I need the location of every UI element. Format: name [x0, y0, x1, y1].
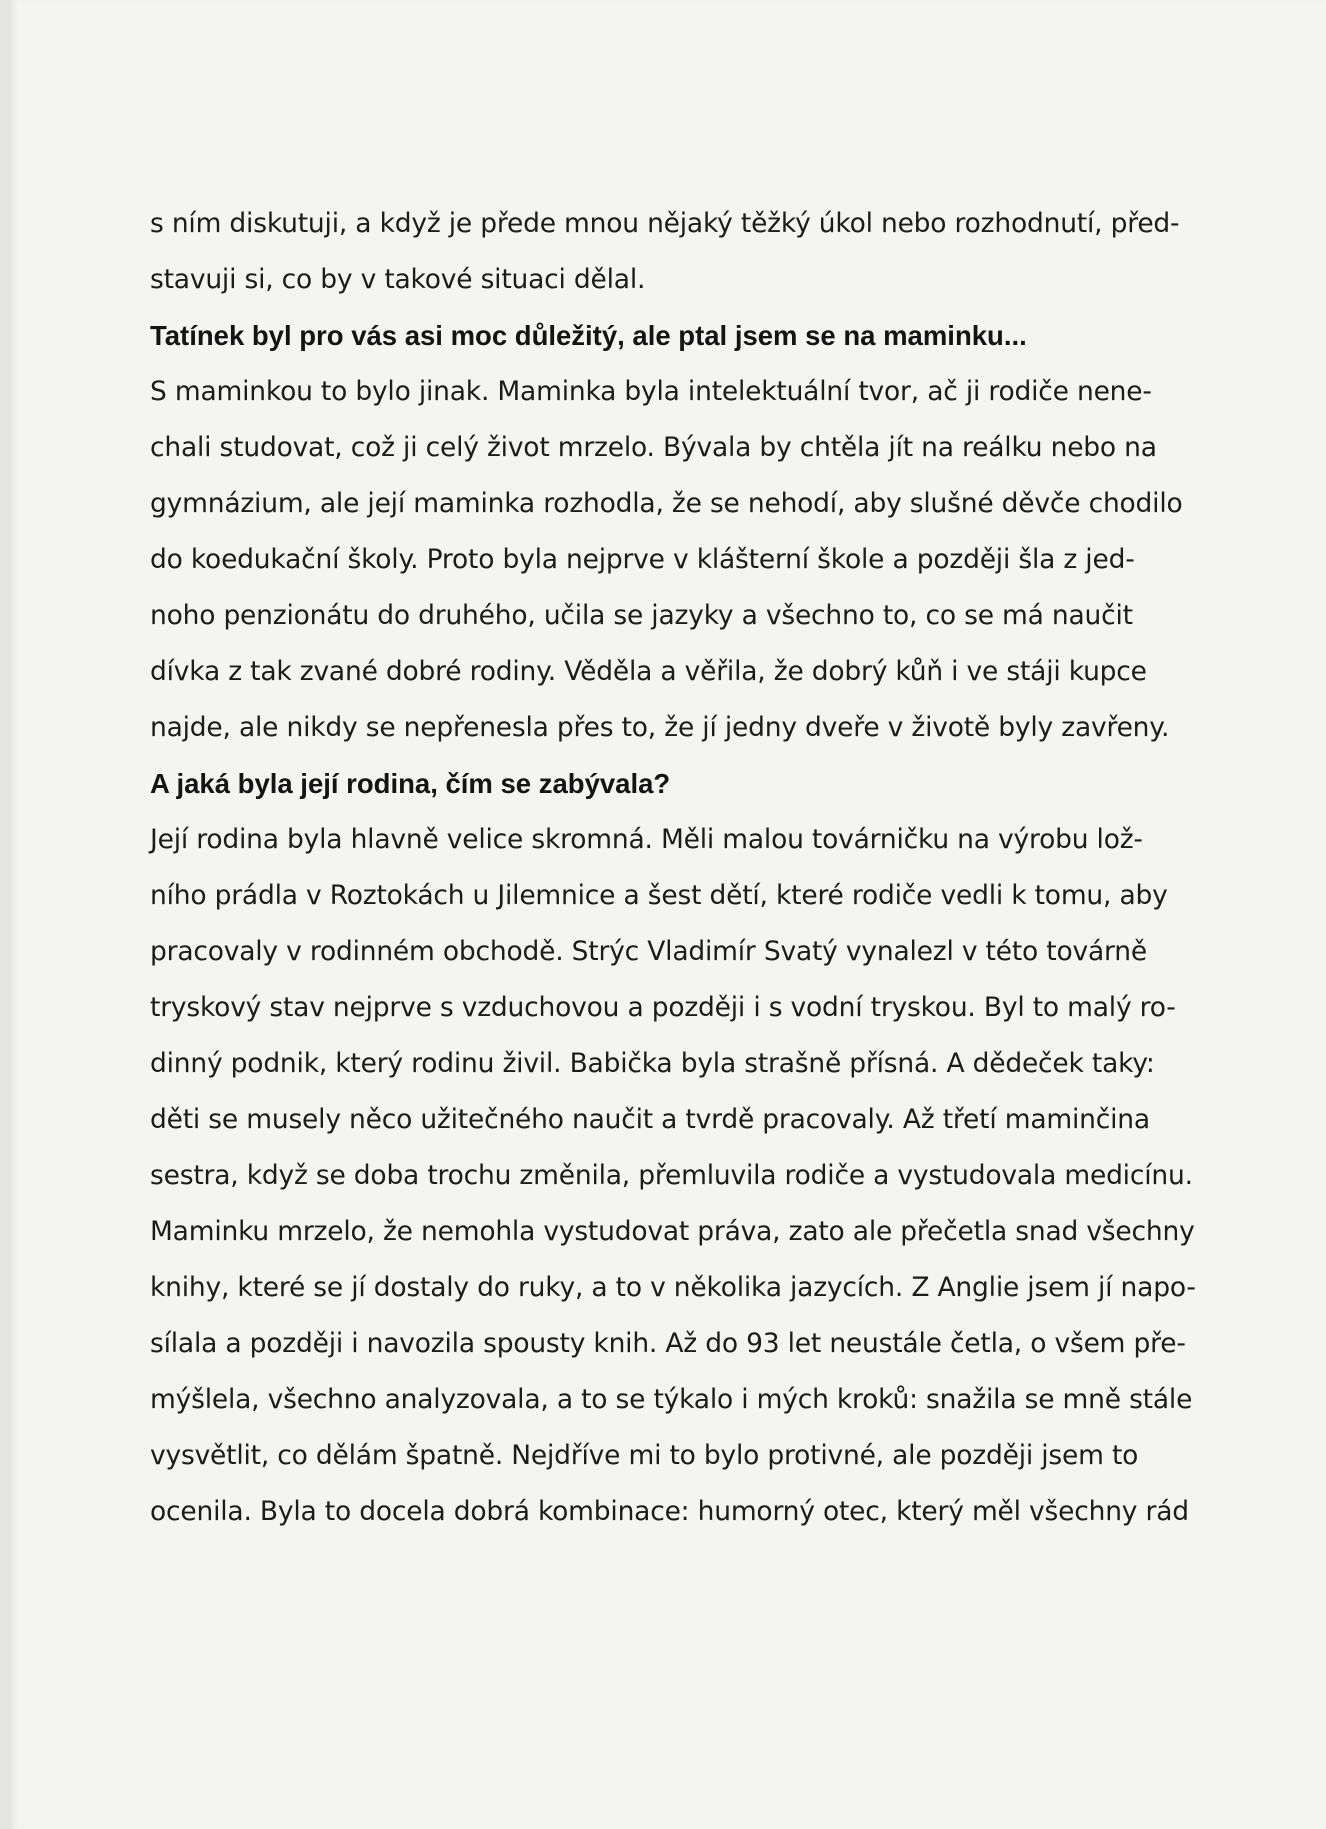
- interview-question: Tatínek byl pro vás asi moc důležitý, ale ptal jsem se na maminku...: [150, 320, 1027, 351]
- body-line: dinný podnik, který rodinu živil. Babička byla strašně přísná. A dědeček taky:: [150, 1048, 1155, 1079]
- body-line: stavuji si, co by v takové situaci dělal.: [150, 264, 646, 295]
- body-line: sestra, když se doba trochu změnila, přemluvila rodiče a vystudovala medicínu.: [150, 1160, 1193, 1191]
- body-line: noho penzionátu do druhého, učila se jazyky a všechno to, co se má naučit: [150, 600, 1133, 631]
- body-line: dívka z tak zvané dobré rodiny. Věděla a věřila, že dobrý kůň i ve stáji kupce: [150, 656, 1147, 687]
- body-line: S maminkou to bylo jinak. Maminka byla intelektuální tvor, ač ji rodiče nene-: [150, 376, 1152, 407]
- body-line: gymnázium, ale její maminka rozhodla, že se nehodí, aby slušné děvče chodilo: [150, 488, 1183, 519]
- body-line: chali studovat, což ji celý život mrzelo. Bývala by chtěla jít na reálku nebo na: [150, 432, 1157, 463]
- body-line: ního prádla v Roztokách u Jilemnice a šest dětí, které rodiče vedli k tomu, aby: [150, 880, 1168, 911]
- body-line: mýšlela, všechno analyzovala, a to se týkalo i mých kroků: snažila se mně stále: [150, 1384, 1193, 1415]
- body-line: ocenila. Byla to docela dobrá kombinace: humorný otec, který měl všechny rád: [150, 1496, 1189, 1527]
- body-line: knihy, které se jí dostaly do ruky, a to v několika jazycích. Z Anglie jsem jí napo-: [150, 1272, 1196, 1303]
- body-line: vysvětlit, co dělám špatně. Nejdříve mi to bylo protivné, ale později jsem to: [150, 1440, 1139, 1471]
- body-line: do koedukační školy. Proto byla nejprve v klášterní škole a později šla z jed-: [150, 544, 1135, 575]
- body-line: Maminku mrzelo, že nemohla vystudovat práva, zato ale přečetla snad všechny: [150, 1216, 1195, 1247]
- body-line: Její rodina byla hlavně velice skromná. Měli malou továrničku na výrobu lož-: [150, 824, 1143, 855]
- body-line: najde, ale nikdy se nepřenesla přes to, že jí jedny dveře v životě byly zavřeny.: [150, 712, 1170, 743]
- body-line: pracovaly v rodinném obchodě. Strýc Vladimír Svatý vynalezl v této továrně: [150, 936, 1147, 967]
- book-page: [10, 0, 1326, 1829]
- body-line: sílala a později i navozila spousty knih. Až do 93 let neustále četla, o všem pře-: [150, 1328, 1186, 1359]
- page-text: [150, 196, 1210, 1540]
- body-line: děti se musely něco užitečného naučit a tvrdě pracovaly. Až třetí maminčina: [150, 1104, 1150, 1135]
- body-line: tryskový stav nejprve s vzduchovou a později i s vodní tryskou. Byl to malý ro-: [150, 992, 1176, 1023]
- interview-question: A jaká byla její rodina, čím se zabývala?: [150, 768, 671, 799]
- body-line: s ním diskutuji, a když je přede mnou nějaký těžký úkol nebo rozhodnutí, před-: [150, 208, 1180, 239]
